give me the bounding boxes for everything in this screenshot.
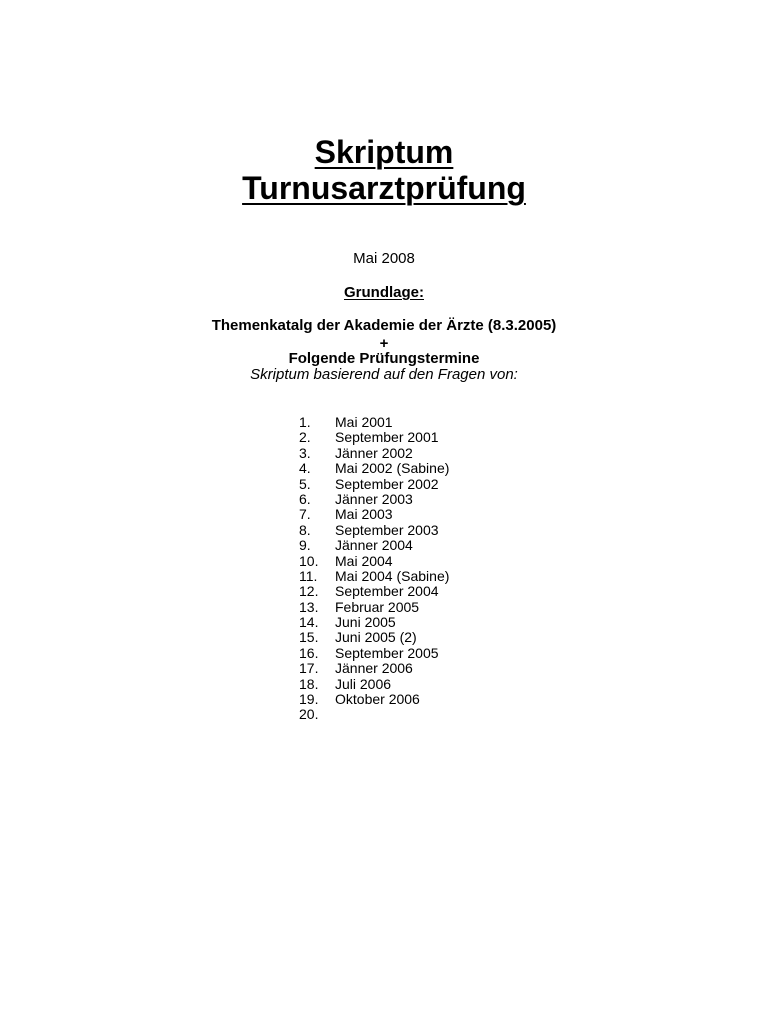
list-item <box>299 646 449 661</box>
list-item-label: Mai 2004 <box>335 552 393 569</box>
list-item-number: 12. <box>299 583 319 600</box>
list-item-number: 15. <box>299 629 319 646</box>
list-item-label: September 2004 <box>335 583 439 600</box>
list-item-label: September 2002 <box>335 475 439 492</box>
list-item-number: 18. <box>299 675 319 692</box>
list-item <box>299 554 449 569</box>
document-title-line-1: Skriptum <box>314 134 454 170</box>
list-item-label: Mai 2003 <box>335 506 393 523</box>
list-item-label: Jänner 2003 <box>335 490 413 507</box>
list-item-label: Februar 2005 <box>335 598 420 615</box>
list-item <box>299 569 449 584</box>
list-item-label: Juni 2005 <box>335 614 396 631</box>
list-item <box>299 538 449 553</box>
list-item-number: 20. <box>299 706 319 723</box>
document-date: Mai 2008 <box>353 250 415 267</box>
list-item-label: Mai 2001 <box>335 414 393 430</box>
list-item-label: Mai 2004 (Sabine) <box>335 567 450 584</box>
list-item-label: September 2005 <box>335 644 439 661</box>
list-item-number: 5. <box>299 475 311 492</box>
list-item-number: 4. <box>299 460 311 477</box>
list-item-number: 3. <box>299 444 311 461</box>
list-item-label: Jänner 2004 <box>335 537 413 554</box>
list-item-label: Jänner 2006 <box>335 660 413 677</box>
list-item <box>299 677 449 692</box>
list-item-number: 8. <box>299 521 311 538</box>
list-item <box>299 492 449 507</box>
list-item-number: 2. <box>299 429 311 446</box>
list-item <box>299 477 449 492</box>
list-item <box>299 461 449 476</box>
list-item <box>299 600 449 615</box>
list-item-number: 11. <box>299 567 318 584</box>
list-item-label: Juni 2005 (2) <box>335 629 417 646</box>
list-item <box>299 430 449 445</box>
following-dates-line: Folgende Prüfungstermine <box>288 350 480 367</box>
catalog-line: Themenkatalg der Akademie der Ärzte (8.3.2005) <box>211 317 557 334</box>
basis-heading: Grundlage: <box>343 284 424 301</box>
list-item <box>299 507 449 522</box>
list-item-number: 17. <box>299 660 319 677</box>
list-item <box>299 523 449 538</box>
list-item <box>299 630 449 645</box>
list-item-number: 14. <box>299 614 319 631</box>
list-item <box>299 446 449 461</box>
list-item <box>299 661 449 676</box>
list-item-number: 1. <box>299 414 311 430</box>
list-item-label: Mai 2002 (Sabine) <box>335 460 450 477</box>
list-item-label: September 2001 <box>335 429 439 446</box>
list-item <box>299 415 449 430</box>
list-item-number: 19. <box>299 691 319 708</box>
document-title-line-2: Turnusarztprüfung <box>242 170 526 206</box>
list-item-number: 6. <box>299 490 311 507</box>
list-item-label: Oktober 2006 <box>335 691 420 708</box>
list-item-number: 9. <box>299 537 311 554</box>
based-on-line: Skriptum basierend auf den Fragen von: <box>250 366 518 383</box>
plus-sign: + <box>379 335 389 352</box>
list-item-label: Jänner 2002 <box>335 444 413 461</box>
list-item-label: September 2003 <box>335 521 439 538</box>
list-item-label: Juli 2006 <box>335 675 392 692</box>
list-item <box>299 707 449 722</box>
list-item <box>299 692 449 707</box>
list-item-number: 7. <box>299 506 311 523</box>
list-item <box>299 615 449 630</box>
list-item-number: 10. <box>299 552 319 569</box>
exam-dates-list <box>299 415 449 723</box>
list-item-number: 16. <box>299 644 319 661</box>
list-item-number: 13. <box>299 598 319 615</box>
list-item <box>299 584 449 599</box>
